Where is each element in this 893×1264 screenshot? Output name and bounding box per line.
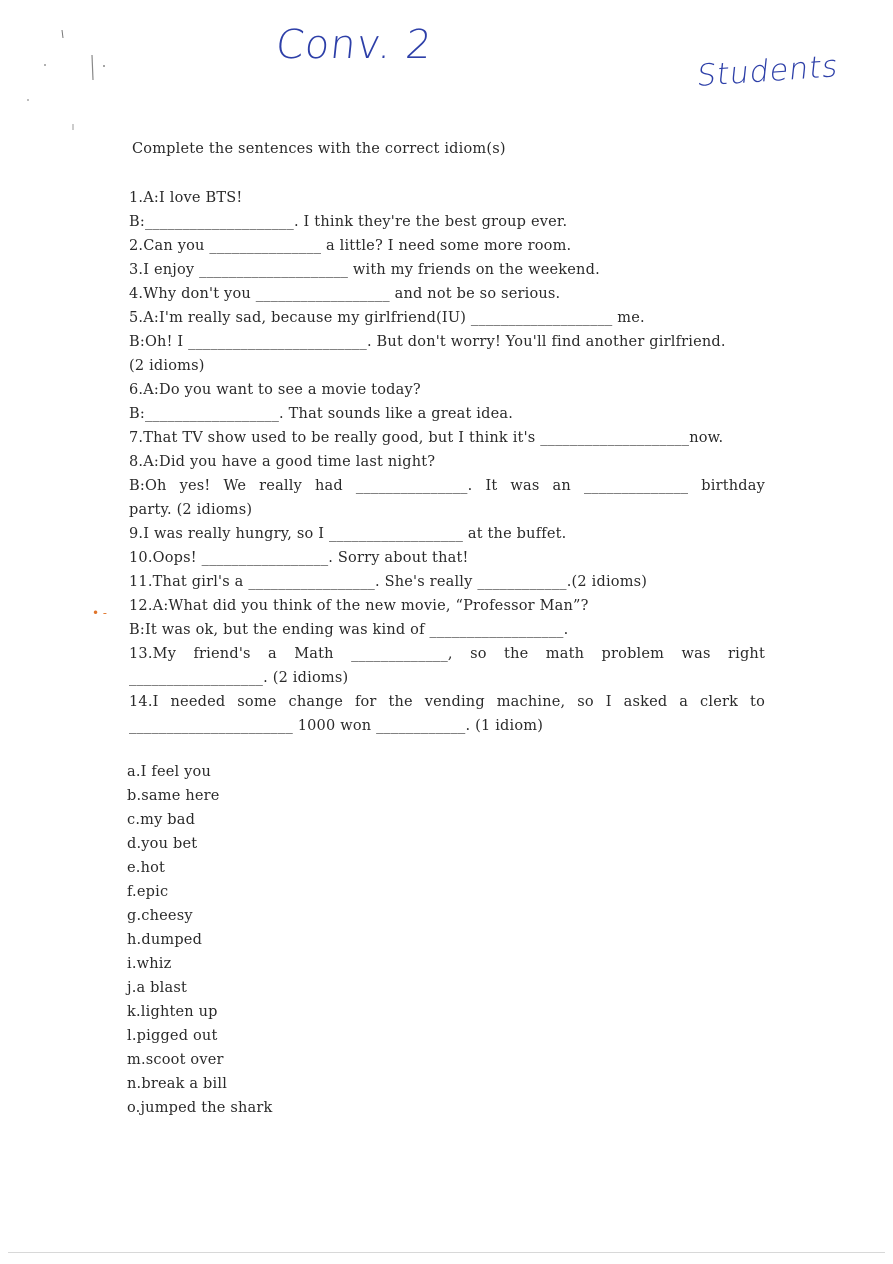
question-line: party. (2 idioms) (129, 502, 253, 518)
page-edge-line (8, 1252, 885, 1253)
answer-item: a.I feel you (127, 764, 212, 780)
question-line: ______________________ 1000 won ____________. (1 idiom) (129, 718, 544, 734)
answer-item: b.same here (127, 788, 220, 804)
answer-item: n.break a bill (127, 1076, 228, 1092)
question-line: 1.A:I love BTS! (129, 190, 243, 206)
scan-specks (0, 0, 893, 140)
question-line: 6.A:Do you want to see a movie today? (129, 382, 421, 398)
question-line: 8.A:Did you have a good time last night? (129, 454, 436, 470)
question-line: 11.That girl's a _________________. She's really ____________.(2 idioms) (129, 574, 648, 590)
question-line: 2.Can you _______________ a little? I need some more room. (129, 238, 572, 254)
answer-item: e.hot (127, 860, 166, 876)
question-line: 9.I was really hungry, so I __________________ at the buffet. (129, 526, 567, 542)
question-line: B:__________________. That sounds like a great idea. (129, 406, 514, 422)
question-line: B:Oh! I ________________________. But don't worry! You'll find another girlfriend. (129, 334, 726, 350)
instructions: Complete the sentences with the correct idiom(s) (132, 141, 506, 157)
question-line: 5.A:I'm really sad, because my girlfriend(IU) ___________________ me. (129, 310, 645, 326)
question-line: __________________. (2 idioms) (129, 670, 349, 686)
question-line: 7.That TV show used to be really good, but I think it's ____________________now. (129, 430, 724, 446)
question-line: B:____________________. I think they're the best group ever. (129, 214, 568, 230)
answer-item: j.a blast (127, 980, 187, 996)
answer-item: o.jumped the shark (127, 1100, 273, 1116)
question-line: 13.My friend's a Math _____________, so the math problem was right (129, 646, 765, 662)
question-line: 14.I needed some change for the vending machine, so I asked a clerk to (129, 694, 765, 710)
answer-item: m.scoot over (127, 1052, 224, 1068)
idiom-answer-list (127, 760, 273, 1120)
question-line: 4.Why don't you __________________ and not be so serious. (129, 286, 561, 302)
question-line: 3.I enjoy ____________________ with my friends on the weekend. (129, 262, 600, 278)
answer-item: c.my bad (127, 812, 196, 828)
answer-item: d.you bet (127, 836, 198, 852)
answer-item: f.epic (127, 884, 169, 900)
answer-item: k.lighten up (127, 1004, 218, 1020)
question-line: B:It was ok, but the ending was kind of __________________. (129, 622, 569, 638)
answer-item: l.pigged out (127, 1028, 218, 1044)
question-list (129, 186, 765, 738)
question-line: (2 idioms) (129, 358, 205, 374)
handwritten-label: Students (695, 48, 841, 95)
handwritten-title: Conv. 2 (273, 22, 435, 68)
answer-item: i.whiz (127, 956, 172, 972)
answer-item: g.cheesy (127, 908, 193, 924)
pen-mark: • - (92, 606, 107, 620)
answer-item: h.dumped (127, 932, 203, 948)
question-line: 12.A:What did you think of the new movie, “Professor Man”? (129, 598, 589, 614)
question-line: 10.Oops! _________________. Sorry about that! (129, 550, 469, 566)
question-line: B:Oh yes! We really had _______________. It was an ______________ birthday (129, 478, 765, 494)
